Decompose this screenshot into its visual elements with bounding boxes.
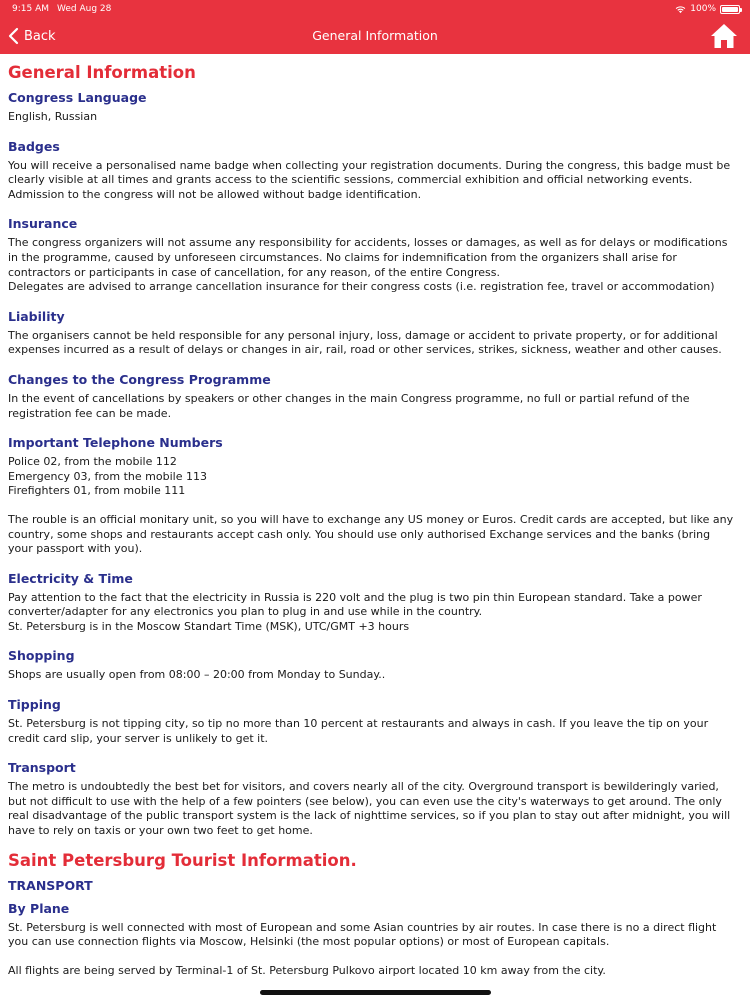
- section-text-insurance-advice: Delegates are advised to arrange cancellation insurance for their congress costs (i.e. registration fee, travel or accommodation): [8, 280, 715, 294]
- phone-firefighters: Firefighters 01, from mobile 111: [8, 484, 186, 498]
- home-indicator[interactable]: [260, 990, 491, 995]
- section-title-liability: Liability: [8, 308, 65, 324]
- page-title: General Information: [312, 28, 438, 43]
- section-text-liability: The organisers cannot be held responsible for any personal injury, loss, damage or accident to private property, or for additional expenses incurred as a result of delays or changes in air, rail, road or other services, strikes, sickness, weather and other causes.: [8, 328, 722, 357]
- content-scroll-area[interactable]: [8, 54, 736, 978]
- section-text-shopping: Shops are usually open from 08:00 – 20:00 from Monday to Sunday..: [8, 668, 386, 682]
- section-title-changes: Changes to the Congress Programme: [8, 371, 271, 387]
- section-text-electricity: Pay attention to the fact that the electricity in Russia is 220 volt and the plug is two pin thin European standard. Take a power converter/adapter for any electronics you plan to plug in and use while in the country.: [8, 590, 702, 619]
- section-title-telephone: Important Telephone Numbers: [8, 435, 223, 451]
- section-text-tipping: St. Petersburg is not tipping city, so tip no more than 10 percent at restaurants and always in cash. If you leave the tip on your credit card slip, your server is unlikely to get it.: [8, 717, 709, 745]
- tourist-heading: Saint Petersburg Tourist Information.: [8, 850, 357, 870]
- section-text-changes: In the event of cancellations by speakers or other changes in the main Congress programme, no full or partial refund of the registration fee can be made.: [8, 391, 690, 420]
- status-time: 9:15 AM: [12, 4, 49, 14]
- section-title-shopping: Shopping: [8, 648, 75, 664]
- section-text-language: English, Russian: [8, 110, 98, 123]
- section-title-tipping: Tipping: [8, 697, 61, 713]
- back-label: Back: [24, 28, 56, 44]
- section-text-by-plane: St. Petersburg is well connected with most of European and some Asian countries by air routes. In case there is no a direct flight you can use connection flights via Moscow, Helsinki (the most popular options) or most of European capitals.: [8, 920, 717, 949]
- navigation-bar: [0, 0, 750, 54]
- status-date: Wed Aug 28: [57, 4, 112, 14]
- section-title-badges: Badges: [8, 138, 60, 154]
- phone-emergency: Emergency 03, from the mobile 113: [8, 469, 207, 483]
- battery-icon: [720, 5, 740, 14]
- section-title-electricity: Electricity & Time: [8, 570, 133, 586]
- section-title-transport: Transport: [8, 760, 76, 776]
- status-bar-right: [675, 4, 740, 14]
- tourist-subheading: TRANSPORT: [8, 877, 93, 893]
- section-text-insurance: The congress organizers will not assume any responsibility for accidents, losses or damages, as well as for delays or modifications in the programme, caused by unforeseen circumstances. No claims for indemnification from the organizers shall arise for contractors or participants in case of cancellation, for any reason, of the entire Congress.: [8, 236, 728, 279]
- section-title-language: Congress Language: [8, 90, 147, 105]
- status-bar-left: [12, 4, 111, 14]
- home-icon[interactable]: [710, 23, 738, 49]
- section-text-airport: All flights are being served by Terminal-1 of St. Petersburg Pulkovo airport located 10 km away from the city.: [8, 963, 606, 977]
- section-text-badges: You will receive a personalised name badge when collecting your registration documents. During the congress, this badge must be clearly visible at all times and grants access to the scientific sessions, commercial exhibition and official networking events. Admission to the congress will not be allowed without badge identification.: [8, 158, 731, 201]
- battery-percentage: 100%: [690, 4, 716, 14]
- section-text-currency: The rouble is an official monitary unit, so you will have to exchange any US money or Euros. Credit cards are accepted, but like any country, some shops and restaurants accept cash only. You should use only authorised Exchange services and the banks (bring your passport with you).: [8, 512, 734, 556]
- wifi-icon: [675, 5, 686, 14]
- main-heading: General Information: [8, 63, 196, 82]
- battery-level: [722, 7, 738, 12]
- phone-police: Police 02, from the mobile 112: [8, 455, 177, 469]
- section-text-timezone: St. Petersburg is in the Moscow Standart Time (MSK), UTC/GMT +3 hours: [8, 619, 410, 633]
- section-title-insurance: Insurance: [8, 216, 78, 232]
- section-text-transport: The metro is undoubtedly the best bet for visitors, and covers nearly all of the city. Overground transport is bewilderingly varied, but not difficult to use with the help of a few pointers (see below), you can even use the city's waterways to get around. The only real disadvantage of the public transport system is the lack of nighttime services, so if you plan to stay out after midnight, you will have to rely on taxis or your own two feet to get home.: [8, 780, 731, 838]
- section-title-by-plane: By Plane: [8, 900, 70, 916]
